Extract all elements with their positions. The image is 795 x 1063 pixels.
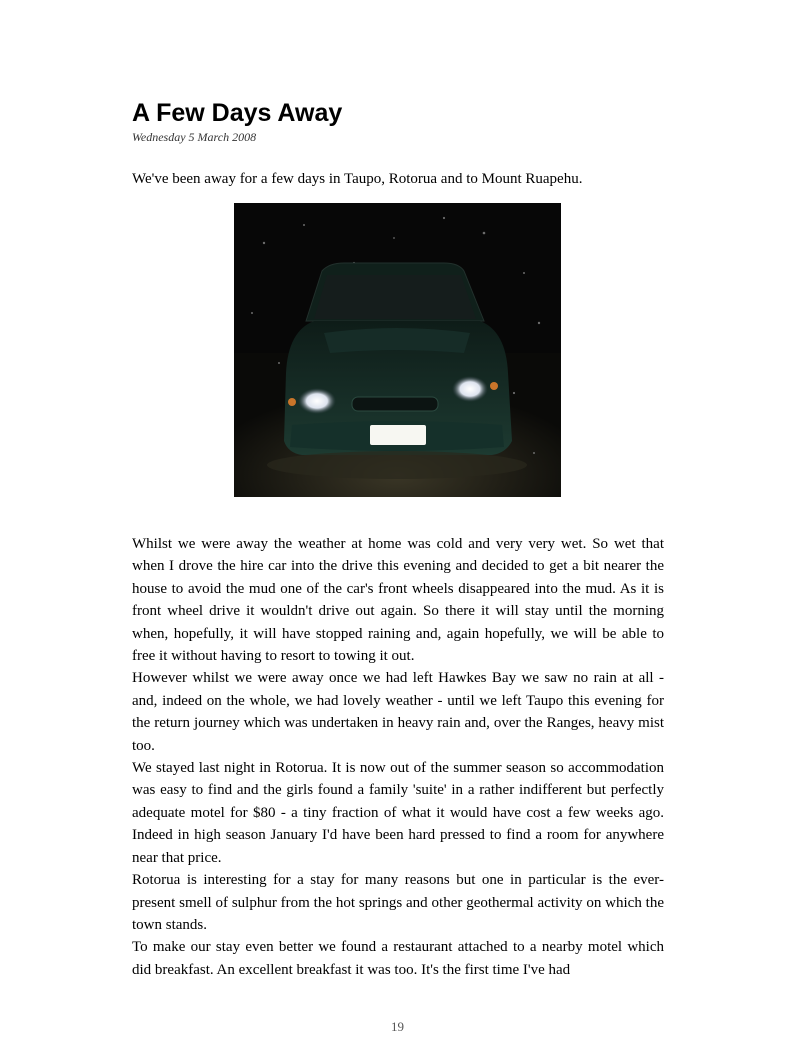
car-at-night-photo — [234, 203, 561, 497]
article-body — [132, 533, 664, 981]
paragraph: Rotorua is interesting for a stay for many reasons but one in particular is the ever-present smell of sulphur from the hot springs and other geothermal activity on which the town stands. — [132, 872, 664, 933]
intro-paragraph: We've been away for a few days in Taupo, Rotorua and to Mount Ruapehu. — [132, 171, 583, 187]
paragraph: We stayed last night in Rotorua. It is now out of the summer season so accommodation was easy to find and the girls found a family 'suite' in a rather indifferent but perfectly adequate motel for $80 - a tiny fraction of what it would have cost a few weeks ago. Indeed in high season January I'd have been hard pressed to find a room for anywhere near that price. — [132, 760, 664, 866]
page-title: A Few Days Away — [132, 99, 343, 127]
paragraph: To make our stay even better we found a restaurant attached to a nearby motel which did breakfast. An excellent breakfast it was too. It's the first time I've had — [132, 939, 664, 978]
post-date: Wednesday 5 March 2008 — [132, 130, 257, 144]
page-number: 19 — [391, 1019, 404, 1034]
paragraph: Whilst we were away the weather at home was cold and very very wet. So wet that when I drove the hire car into the drive this evening and decided to get a bit nearer the house to avoid the mud one of the car's front wheels disappeared into the mud. As it is front wheel drive it wouldn't drive out again. So there it will stay until the morning when, hopefully, it will have stopped raining and, again hopefully, we will be able to free it without having to resort to towing it out. — [132, 536, 664, 665]
paragraph: However whilst we were away once we had left Hawkes Bay we saw no rain at all - and, indeed on the whole, we had lovely weather - until we left Taupo this evening for the return journey which was undertaken in heavy rain and, over the Ranges, heavy mist too. — [132, 670, 664, 754]
